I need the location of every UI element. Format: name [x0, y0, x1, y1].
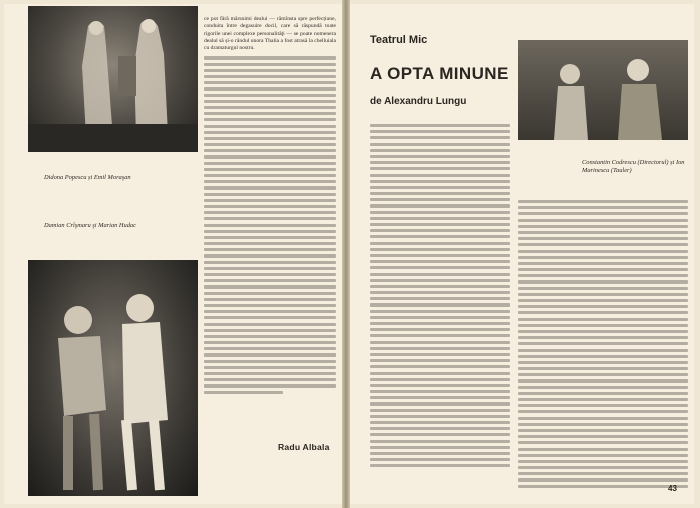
article-headline: A OPTA MINUNE [370, 64, 509, 83]
left-column-body-lines [204, 56, 336, 393]
page-number: 43 [668, 484, 677, 493]
right-article-column-2 [518, 200, 688, 490]
right-top-photo [518, 40, 688, 140]
top-photo-stage-scene [28, 6, 198, 152]
right-photo-figures [518, 40, 688, 140]
right-photo-caption: Constantin Codrescu (Directorul) și Ion Marinescu (Tauler) [582, 159, 685, 174]
left-article-author: Radu Albala [278, 442, 330, 452]
top-photo-caption: Didona Popescu și Emil Moraşan [44, 174, 131, 181]
article-kicker: Teatrul Mic [370, 34, 428, 46]
left-article-column [204, 16, 336, 436]
bottom-photo-duel-scene [28, 260, 198, 496]
top-photo-figures [28, 6, 198, 152]
right-page [350, 4, 694, 504]
spread-gutter [342, 0, 350, 508]
left-column-lead-text: ce pot fără mărsnimi dealui — rămînsta spre perfecțiune, conduita între degasuire docil, care să răspundă toate rigorile unei complexe personalităţi — se poate nomenera dealul să și-o rândul unora Thalia a fost atrasă la chelluiala cu dramaturgul nostru. [204, 16, 336, 52]
right-article-column-1 [370, 124, 510, 504]
article-byline: de Alexandru Lungu [370, 96, 467, 107]
left-page [4, 4, 342, 504]
bottom-photo-caption: Damian Crîşmaru şi Marian Hudac [44, 222, 136, 229]
bottom-photo-figures [28, 260, 198, 496]
